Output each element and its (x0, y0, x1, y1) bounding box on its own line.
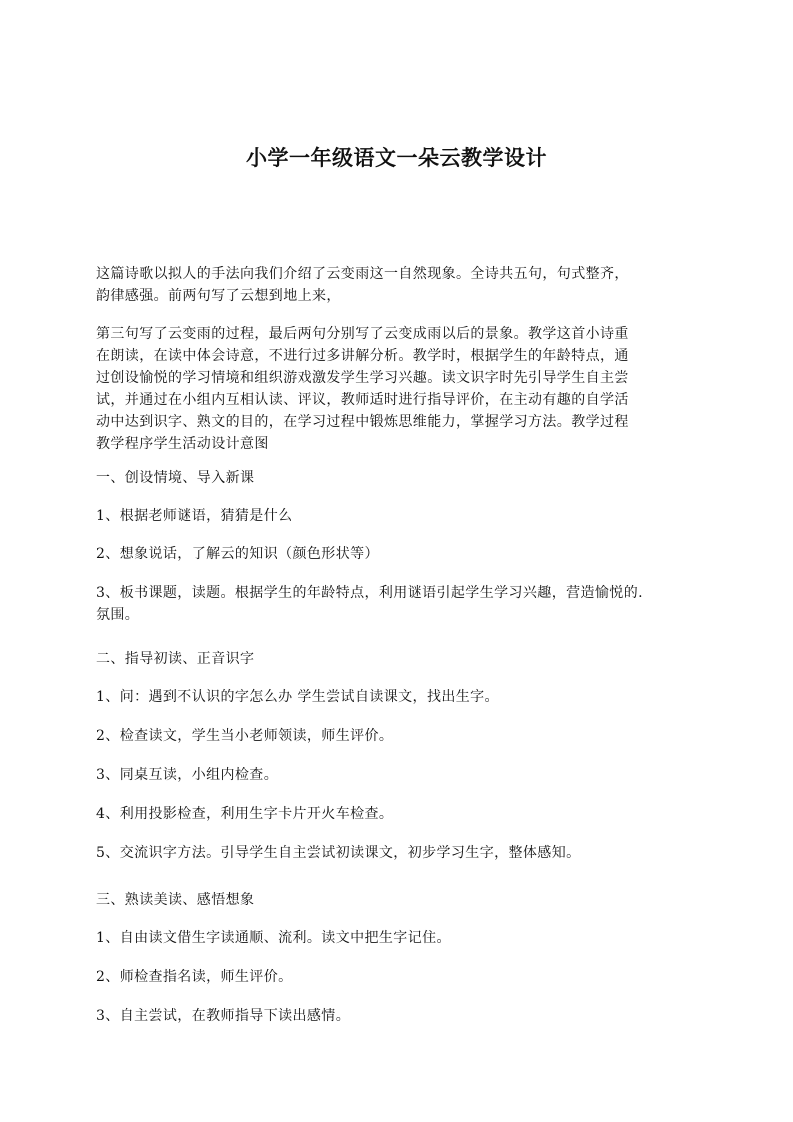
paragraph-line: 在朗读，在读中体会诗意，不进行过多讲解分析。教学时，根据学生的年龄特点，通 (96, 348, 629, 364)
paragraph-line: 过创设愉悦的学习情境和组织游戏激发学生学习兴趣。读文识字时先引导学生自主尝 (96, 370, 629, 386)
list-item: 2、师检查指名读，师生评价。 (96, 969, 293, 985)
paragraph-line: 动中达到识字、熟文的目的，在学习过程中锻炼思维能力，掌握学习方法。教学过程 (96, 414, 629, 430)
list-item: 3、同桌互读，小组内检查。 (96, 767, 279, 783)
list-item: 2、检查读文，学生当小老师领读，师生评价。 (96, 728, 394, 744)
paragraph-line: 3、板书课题，读题。根据学生的年龄特点，利用谜语引起学生学习兴趣，营造愉悦的. (96, 585, 643, 601)
paragraph-line: 教学程序学生活动设计意图 (96, 436, 269, 452)
list-item: 1、问：遇到不认识的字怎么办 学生尝试自读课文，找出生字。 (96, 689, 499, 705)
list-item: 4、利用投影检查，利用生字卡片开火车检查。 (96, 806, 394, 822)
section-heading: 一、创设情境、导入新课 (96, 470, 255, 486)
paragraph-line: 试，并通过在小组内互相认读、评议，教师适时进行指导评价，在主动有趣的自学活 (96, 392, 629, 408)
list-item: 1、自由读文借生字读通顺、流利。读文中把生字记住。 (96, 930, 451, 946)
list-item: 1、根据老师谜语，猜猜是什么 (96, 508, 293, 524)
list-item: 3、自主尝试，在教师指导下读出感情。 (96, 1008, 351, 1024)
paragraph-line: 氛围。 (96, 607, 140, 623)
section-heading: 二、指导初读、正音识字 (96, 651, 255, 667)
section-heading: 三、熟读美读、感悟想象 (96, 892, 255, 908)
body-paragraph (96, 323, 698, 455)
intro-paragraph (96, 263, 698, 307)
list-item: 5、交流识字方法。引导学生自主尝试初读课文，初步学习生字，整体感知。 (96, 845, 581, 861)
paragraph-line: 第三句写了云变雨的过程，最后两句分别写了云变成雨以后的景象。教学这首小诗重 (96, 326, 629, 342)
list-item (96, 582, 698, 626)
document-title: 小学一年级语文一朵云教学设计 (246, 146, 547, 170)
paragraph-line: 韵律感强。前两句写了云想到地上来， (96, 288, 341, 304)
list-item: 2、想象说话，了解云的知识（颜色形状等） (96, 546, 379, 562)
paragraph-line: 这篇诗歌以拟人的手法向我们介绍了云变雨这一自然现象。全诗共五句，句式整齐， (96, 266, 629, 282)
